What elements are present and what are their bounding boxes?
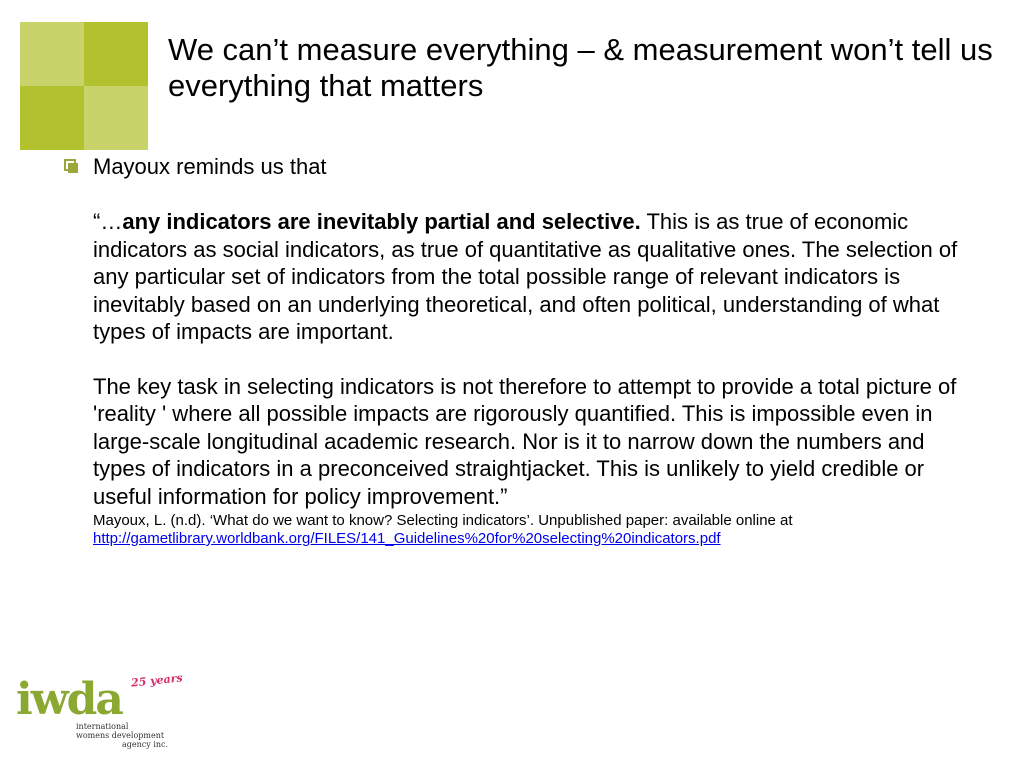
logo-subtitle-line-1: international	[76, 722, 129, 731]
logo-anniversary-tag: 25 years	[130, 671, 184, 690]
quote-paragraph-1-rest: This is as true of economic indicators as social indicators, as true of quantitative as qualitative ones. The selection of any particular set of indicators from the total possible range of relevant indicators is inevitably based on an underlying theoretical, and often political, understanding of what types of impacts are important.	[93, 209, 958, 344]
quote-paragraph-2: The key task in selecting indicators is not therefore to attempt to provide a total picture of 'reality ' where all possible impacts are rigorously quantified. This is impossible even in large-scale longitudinal academic research. Nor is it to narrow down the numbers and types of indicators in a preconceived straightjacket. This is unlikely to yield credible or useful information for policy improvement.”	[93, 373, 957, 509]
quote-bold-statement: any indicators are inevitably partial and selective.	[122, 209, 641, 234]
bullet-lead-text: Mayoux reminds us that	[93, 154, 327, 179]
logo-subtitle-line-3: agency inc.	[122, 740, 169, 749]
square-bullet-icon	[64, 159, 76, 171]
citation	[93, 512, 973, 548]
logo-subtitle	[76, 722, 206, 749]
square-dark-top-right	[84, 22, 148, 86]
citation-text: Mayoux, L. (n.d). ‘What do we want to know? Selecting indicators’. Unpublished paper: available online at	[93, 512, 793, 529]
quote-open-mark: “…	[93, 209, 123, 234]
slide-body	[93, 153, 973, 548]
square-light-bottom-right	[84, 86, 148, 150]
square-light-top-left	[20, 22, 84, 86]
quote-paragraph-1	[93, 208, 973, 346]
iwda-logo	[14, 672, 204, 762]
square-dark-bottom-left	[20, 86, 84, 150]
logo-subtitle-line-2: womens development	[76, 731, 165, 740]
citation-link[interactable]: http://gametlibrary.worldbank.org/FILES/141_Guidelines%20for%20selecting%20indicators.pdf	[93, 530, 721, 547]
logo-wordmark: iwda	[16, 674, 122, 725]
slide-title: We can’t measure everything – & measurement won’t tell us everything that matters	[168, 32, 993, 103]
decorative-squares	[20, 22, 148, 150]
